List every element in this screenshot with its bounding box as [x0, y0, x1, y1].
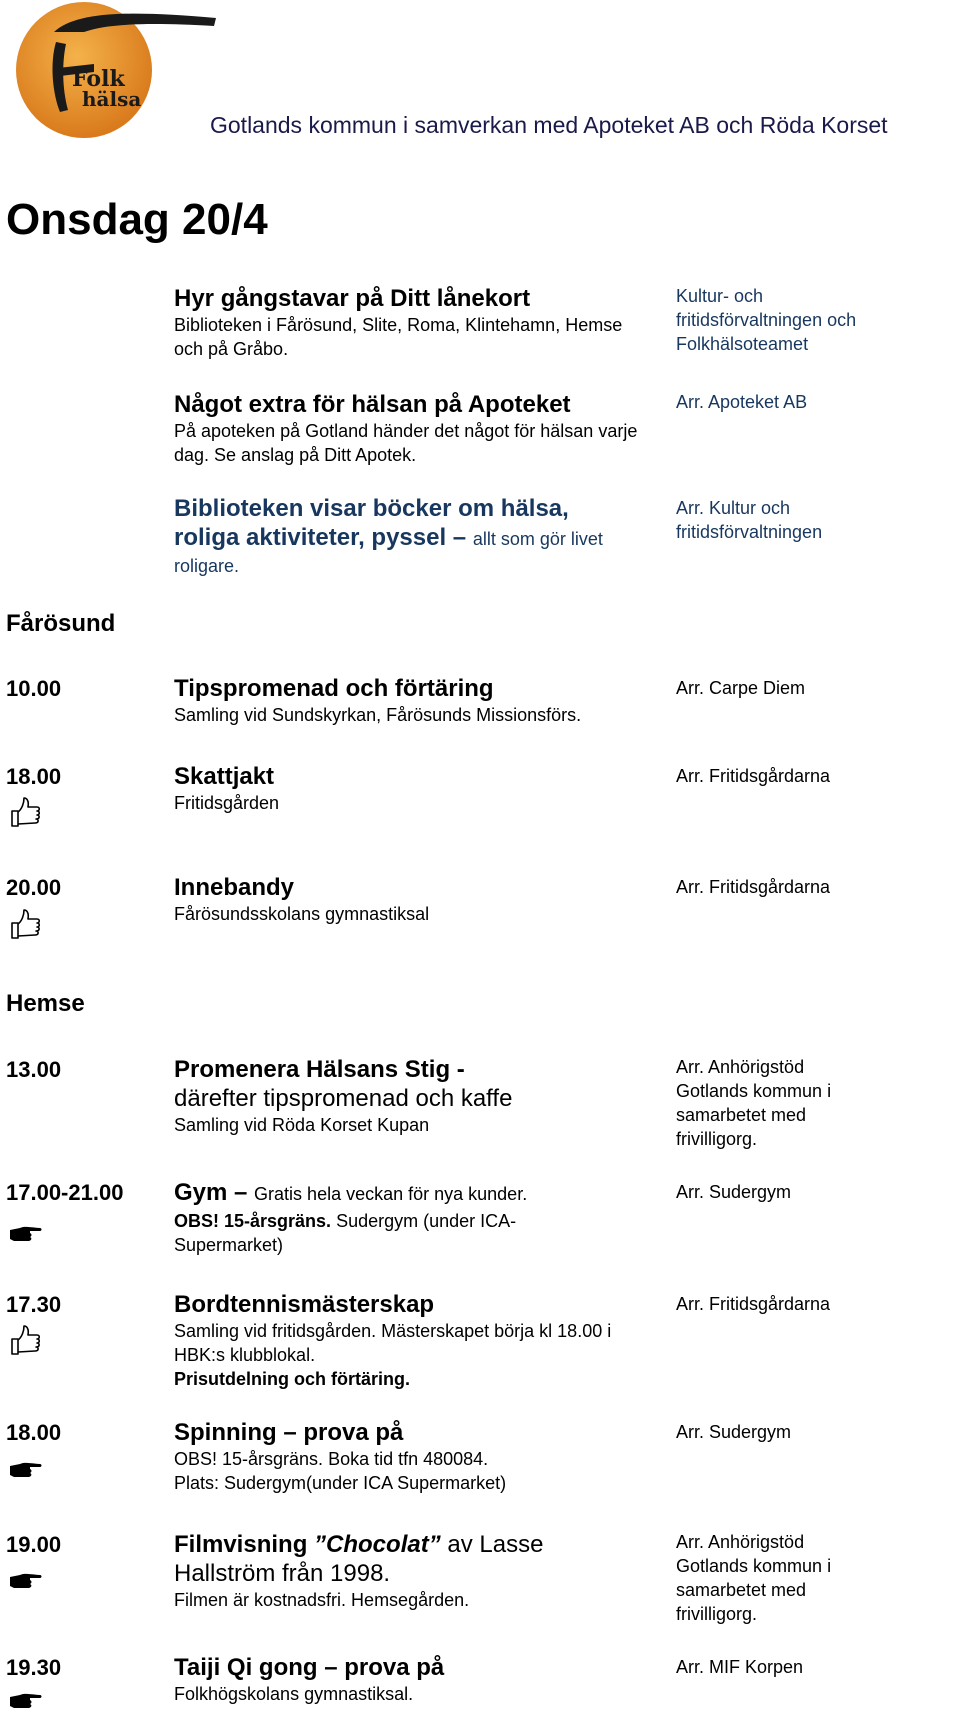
event-hemse-1: [174, 1055, 674, 1137]
event-title-tail: Gratis hela veckan för nya kunder.: [254, 1184, 528, 1204]
event-organizer: Arr. Fritidsgårdarna: [676, 766, 831, 786]
event-farosund-2: [174, 762, 674, 815]
event-description: Folkhögskolans gymnastiksal.: [174, 1684, 414, 1704]
event-organizer: Arr. Fritidsgårdarna: [676, 877, 831, 897]
event-organizer: Arr. Fritidsgårdarna: [676, 1294, 831, 1314]
event-title-pre: Filmvisning: [174, 1531, 308, 1558]
event-description: Fårösundsskolans gymnastiksal: [174, 904, 430, 924]
event-title-line2: därefter tipspromenad och kaffe: [174, 1085, 513, 1112]
event-description: På apoteken på Gotland händer det något för hälsan varje dag. Se anslag på Ditt Apotek.: [174, 421, 638, 465]
event-time: 20.00: [6, 875, 62, 900]
event-time: 17.30: [6, 1292, 62, 1317]
pointing-hand-icon: [8, 1216, 42, 1250]
event-description: Samling vid fritidsgården. Mästerskapet börja kl 18.00 i HBK:s klubblokal.: [174, 1321, 612, 1365]
event-title: Taiji Qi gong – prova på: [174, 1654, 445, 1681]
event-organizer: Arr. Kultur och fritidsförvaltningen: [676, 498, 823, 542]
event-title: Skattjakt: [174, 763, 275, 790]
event-notice: Prisutdelning och förtäring.: [174, 1369, 411, 1389]
folkhalsa-logo: [6, 2, 216, 142]
event-time: 18.00: [6, 764, 62, 789]
event-title-line1: Biblioteken visar böcker om hälsa,: [174, 495, 569, 522]
event-title: Hyr gångstavar på Ditt lånekort: [174, 285, 531, 312]
event-description: Filmen är kostnadsfri. Hemsegården.: [174, 1590, 470, 1610]
event-organizer: Arr. Anhörigstöd Gotlands kommun i samarbetet med frivilligorg.: [676, 1532, 832, 1624]
header-subtitle: Gotlands kommun i samverkan med Apoteket AB och Röda Korset: [210, 112, 888, 138]
event-organizer: Arr. Sudergym: [676, 1422, 792, 1442]
event-description-line2: Plats: Sudergym(under ICA Supermarket): [174, 1473, 507, 1493]
event-title: Bordtennismästerskap: [174, 1291, 435, 1318]
event-notice: OBS! 15-årsgräns.: [174, 1211, 332, 1231]
event-description: roligare.: [174, 556, 240, 576]
event-hemse-5: [174, 1530, 674, 1612]
event-time: 19.00: [6, 1532, 62, 1557]
event-farosund-3: [174, 873, 674, 926]
event-title-tail: allt som gör livet: [472, 529, 603, 549]
general-event-1: [174, 284, 674, 361]
event-organizer: Arr. Sudergym: [676, 1182, 792, 1202]
event-hemse-4: [174, 1418, 674, 1495]
pointing-hand-icon: [8, 1683, 42, 1717]
event-organizer: Arr. MIF Korpen: [676, 1657, 804, 1677]
event-hemse-3: [174, 1290, 674, 1391]
event-time: 10.00: [6, 676, 62, 701]
event-title-post: av Lasse: [447, 1531, 544, 1558]
event-time: 19.30: [6, 1655, 62, 1680]
event-description: Biblioteken i Fårösund, Slite, Roma, Klintehamn, Hemse och på Gråbo.: [174, 315, 623, 359]
event-time: 18.00: [6, 1420, 62, 1445]
event-time: 17.00-21.00: [6, 1180, 124, 1205]
event-title-line2: roliga aktiviteter, pyssel –: [174, 524, 467, 551]
section-heading-farosund: Fårösund: [6, 610, 116, 637]
event-title: Tipspromenad och förtäring: [174, 675, 494, 702]
pointing-hand-icon: [8, 1563, 42, 1597]
event-description: Samling vid Sundskyrkan, Fårösunds Missionsförs.: [174, 705, 582, 725]
event-description-line1: OBS! 15-årsgräns. Boka tid tfn 480084.: [174, 1449, 489, 1469]
film-title: ”Chocolat”: [314, 1531, 441, 1558]
general-event-2: [174, 390, 674, 467]
event-hemse-2: [174, 1178, 674, 1257]
general-event-3: [174, 494, 674, 578]
day-title: Onsdag 20/4: [6, 195, 268, 244]
event-farosund-1: [174, 674, 674, 727]
logo-text-bottom: hälsa: [82, 87, 142, 111]
event-organizer: Arr. Anhörigstöd Gotlands kommun i samarbetet med frivilligorg.: [676, 1057, 832, 1149]
event-title: Innebandy: [174, 874, 295, 901]
event-title: Något extra för hälsan på Apoteket: [174, 391, 571, 418]
event-title-line2: Hallström från 1998.: [174, 1560, 391, 1587]
thumbs-up-icon: [8, 907, 42, 941]
event-organizer: Arr. Apoteket AB: [676, 392, 808, 412]
thumbs-up-icon: [8, 1323, 42, 1357]
event-hemse-6: [174, 1653, 674, 1706]
event-description: Samling vid Röda Korset Kupan: [174, 1115, 430, 1135]
event-title: Gym –: [174, 1179, 248, 1206]
event-title: Spinning – prova på: [174, 1419, 404, 1446]
event-description: Sudergym (under ICA-Supermarket): [174, 1211, 517, 1255]
pointing-hand-icon: [8, 1452, 42, 1486]
event-organizer: Arr. Carpe Diem: [676, 678, 806, 698]
thumbs-up-icon: [8, 795, 42, 829]
event-time: 13.00: [6, 1057, 62, 1082]
event-title-line1: Promenera Hälsans Stig -: [174, 1056, 465, 1083]
section-heading-hemse: Hemse: [6, 990, 85, 1017]
logo-text-top: Folk: [72, 66, 125, 92]
event-organizer: Kultur- och fritidsförvaltningen och Folkhälsoteamet: [676, 286, 857, 354]
event-description: Fritidsgården: [174, 793, 280, 813]
